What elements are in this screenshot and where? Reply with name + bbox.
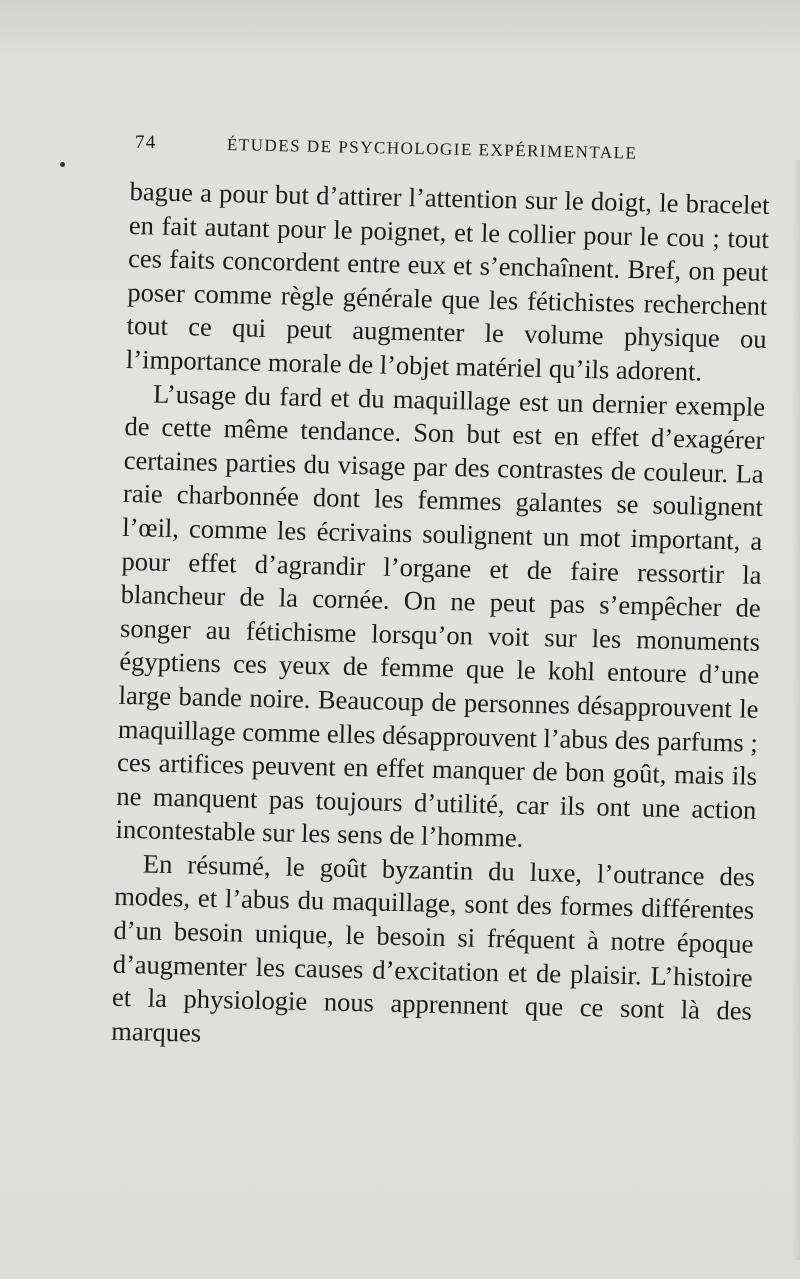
running-header [135,132,690,162]
paragraph-fard-maquillage: L’usage du fard et du maquillage est un dernier exemple de cette même tendance. Son but est en effet d’exagérer certaines parties du visage par des contrastes de couleur. La raie charbonnée dont les femmes galantes se soulignent l’œil, comme les écrivains soulignent un mot important, a pour effet d’agrandir l’organe et de faire ressortir la blancheur de la cornée. On ne peut pas s’empêcher de songer au fétichisme lorsqu’on voit sur les monuments égyptiens ces yeux de femme que le kohl entoure d’une large bande noire. Beaucoup de personnes désapprouvent le maquillage comme elles désapprouvent l’abus des parfums ; ces artifices peuvent en effet manquer de bon goût, mais ils ne manquent pas toujours d’utilité, car ils ont une action incontestable sur les sens de l’homme. [115,378,766,854]
page-number: 74 [135,132,157,153]
paragraph-continuation: bague a pour but d’attirer l’attention sur le doigt, le bracelet en fait autant pour le poignet, et le collier pour le cou ; tout ces faits concordent entre eux et s’enchaînent. Bref, on peut poser comme règle générale que les fétichistes recherchent tout ce qui peut augmenter le volume physique ou l’importance morale de l’objet matériel qu’ils adorent. [125,175,770,387]
running-title: ÉTUDES DE PSYCHOLOGIE EXPÉRIMENTALE [226,135,638,163]
body-text [111,175,770,1062]
margin-speck [60,162,65,167]
page-edge-shadow [792,160,800,1260]
paragraph-en-resume: En résumé, le goût byzantin du luxe, l’outrance des modes, et l’abus du maquillage, sont des formes différentes d’un besoin unique, le besoin si fréquent à notre époque d’augmenter les causes d’excitation et de plaisir. L’histoire et la physiologie nous apprennent que ce sont là des marques [111,848,756,1048]
